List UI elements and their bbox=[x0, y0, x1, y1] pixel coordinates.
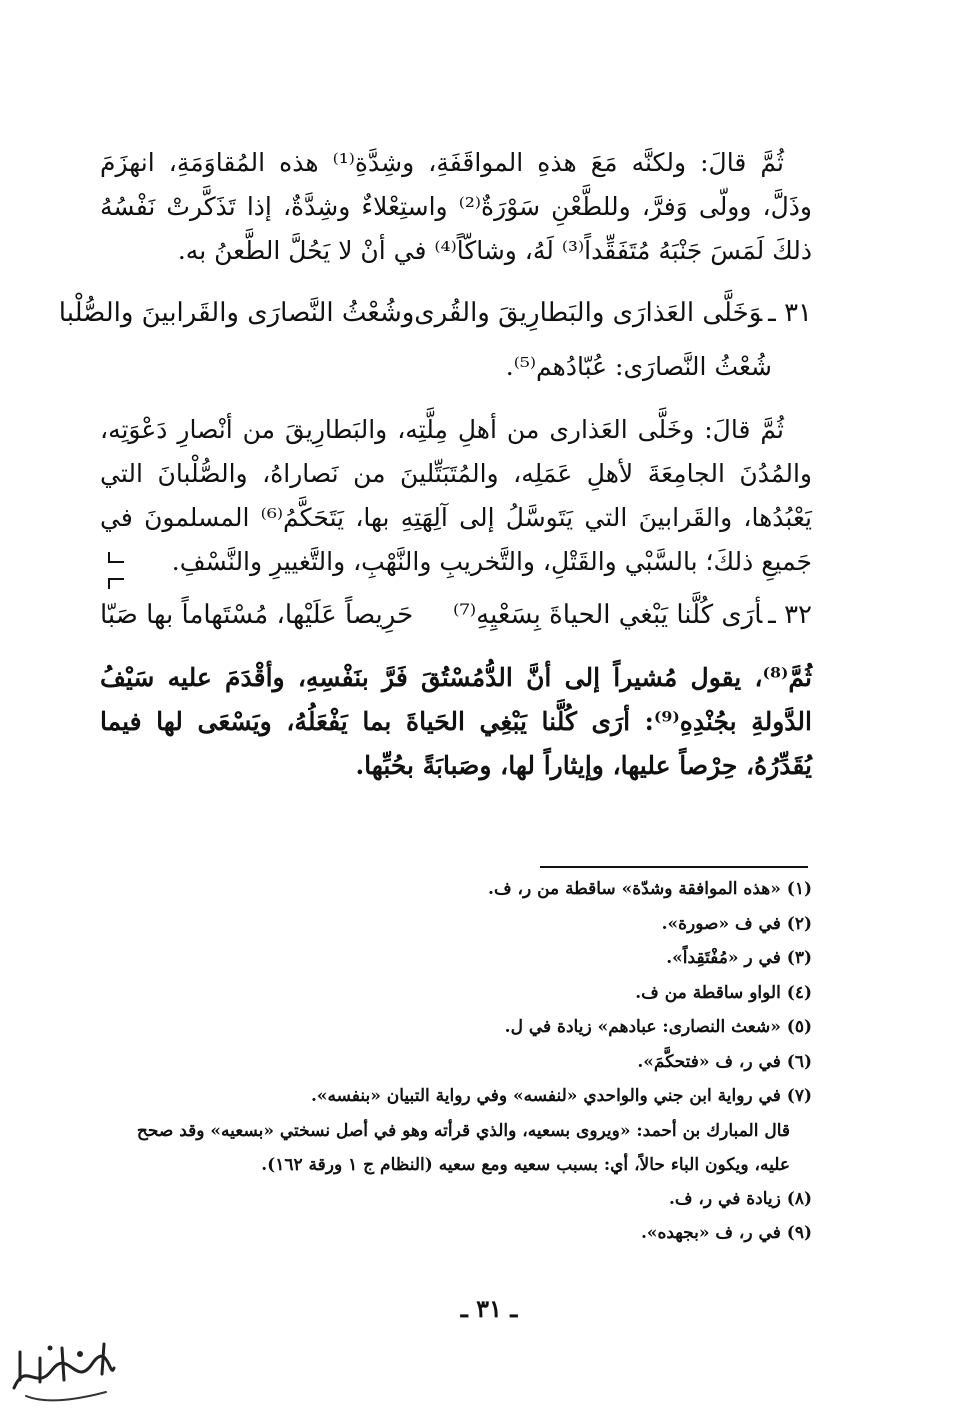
paragraph-1 bbox=[100, 141, 812, 273]
verse-31-number: ٣١ ـ bbox=[768, 298, 812, 328]
page-number: ـ ٣١ ـ bbox=[460, 1294, 518, 1323]
verse-31-first-hemistich: ٣١ ـوَخَلَّى العَذارَى والبَطارِيقَ والقُرى bbox=[414, 298, 812, 328]
paragraph-2 bbox=[100, 408, 812, 584]
verse-32-first-hemistich: ٣٢ ـأرَى كُلَّنا يَبْغي الحياةَ بِسَعْيِهِ⁽⁷⁾ bbox=[452, 600, 812, 630]
footnote-separator bbox=[540, 866, 808, 868]
verse-32 bbox=[100, 600, 812, 630]
footnote-9: (٩) في ر، ف «بجهده». bbox=[640, 1223, 812, 1243]
footnotes bbox=[110, 872, 812, 1251]
paragraph-2-text: ثُمَّ قالَ: وخَلَّى العَذارى من أهلِ مِلَّتِه، والبَطارِيقَ من أنْصارِ دَعْوَتِه، والمُدُنَ الجامِعَةَ لأهلِ عَمَلِه، والمُتَبَتِّلينَ من نَصاراهُ، والصُّلْبانَ التي يَعْبُدُها، والقَرابينَ التي يَتَوسَّلُ إلى آلِهَتِهِ بها، يَتَحَكَّمُ⁽⁶⁾ المسلمونَ في جَميعِ ذلكَ؛ بالسَّبْي والقَتْلِ، والتَّخريبِ والنَّهْبِ، والتَّغييرِ والنَّسْفِ. bbox=[100, 415, 812, 576]
footnote-5: (٥) «شعث النصارى: عبادهم» زيادة في ل. bbox=[504, 1017, 812, 1037]
verse-31 bbox=[58, 298, 812, 328]
verse-32-number: ٣٢ ـ bbox=[768, 600, 812, 630]
section-close-bracket bbox=[108, 552, 124, 563]
footnote-8: (٨) زيادة في ر، ف. bbox=[668, 1188, 812, 1209]
footnote-1: (١) «هذه الموافقة وشدّة» ساقطة من ر، ف. bbox=[488, 879, 812, 899]
section-open-bracket bbox=[108, 578, 124, 589]
footnote-3: (٣) في ر «مُفْتَقِداً». bbox=[666, 948, 812, 968]
verse-31-second-hemistich: وشُعْثُ النَّصارَى والقَرابينَ والصُّلْبا bbox=[58, 298, 415, 328]
paragraph-1-text: ثُمَّ قالَ: ولكنَّه مَعَ هذهِ المواقَفَةِ، وشِدَّةِ⁽¹⁾ هذه المُقاوَمَةِ، انهزَمَ وذَلَّ، وولّى وَفرَّ، وللطَّعْنِ سَوْرَةٌ⁽²⁾ واستِعْلاءٌ وشِدَّةٌ، إذا تَذَكَّرتْ نَفْسُهُ ذلكَ لَمَسَ جَنْبَهُ مُتَفَقِّداً⁽³⁾ لَهُ، وشاكّاً⁽⁴⁾ في أنْ لا يَحُلَّ الطَّعنُ به. bbox=[100, 148, 812, 265]
paragraph-3 bbox=[100, 656, 812, 788]
footnote-7-continuation: قال المبارك بن أحمد: «ويروى بسعيه، والذي قرأته وهو في أصل نسختي «بسعيه» وقد صحح عليه، ويكون الباء حالاً، أي: بسبب سعيه ومع سعيه (النظام ج ١ ورقة ١٦٢). bbox=[136, 1120, 790, 1175]
paragraph-3-text: ثُمَّ⁽⁸⁾، يقول مُشيراً إلى أنَّ الدُّمُسْتُقَ فَرَّ بنَفْسِهِ، وأقْدَمَ عليه سَيْفُ الدَّولةِ بجُنْدِهِ⁽⁹⁾: أرَى كُلَّنا يَبْغِي الحَياةَ بما يَفْعَلُهُ، ويَسْعَى لها فيما يُقَدِّرُهُ، حِرْصاً عليها، وإيثاراً لها، وصَبابَةً بحُبِّها. bbox=[100, 663, 812, 780]
footnote-2: (٢) في ف «صورة». bbox=[661, 913, 812, 934]
footnote-6: (٦) في ر، ف «فتحكَّمَ». bbox=[637, 1051, 812, 1072]
footnote-7: (٧) في رواية ابن جني والواحدي «لنفسه» وفي رواية التبيان «بنفسه». bbox=[310, 1086, 812, 1106]
verse-31-gloss: شُعْثُ النَّصارَى: عُبّادُهم⁽⁵⁾. bbox=[505, 352, 772, 381]
verse-32-second-hemistich: حَرِيصاً عَلَيْها، مُسْتَهاماً بها صَبّا bbox=[100, 600, 414, 630]
footnote-4: (٤) الواو ساقطة من ف. bbox=[635, 982, 812, 1003]
calligraphy-logo-icon bbox=[6, 1330, 118, 1410]
